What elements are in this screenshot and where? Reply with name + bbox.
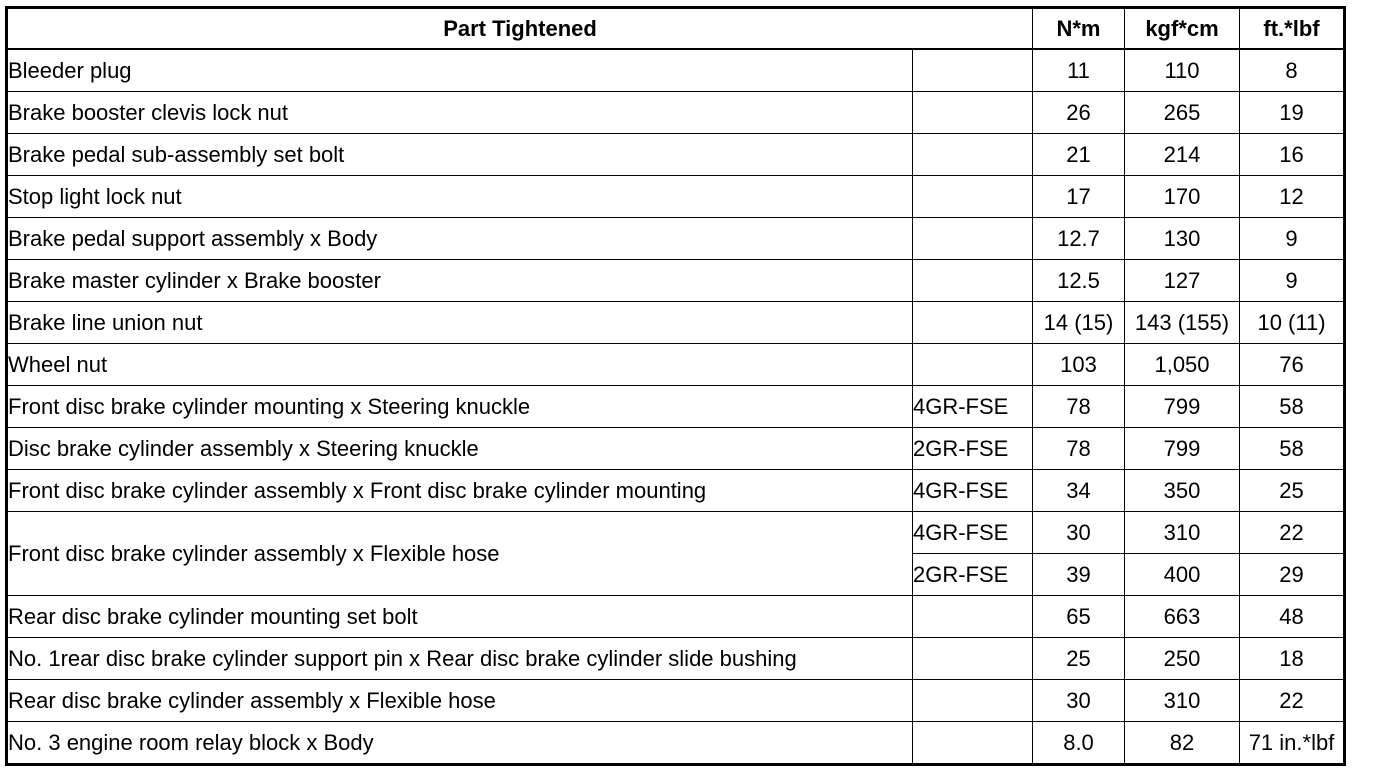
header-row [7,8,1345,50]
torque-kgf-cm: 130 [1125,218,1240,260]
torque-nm: 8.0 [1033,722,1125,765]
torque-nm: 12.7 [1033,218,1125,260]
torque-kgf-cm: 663 [1125,596,1240,638]
table-row [7,302,1345,344]
torque-kgf-cm: 799 [1125,386,1240,428]
torque-ft-lbf: 8 [1240,49,1345,92]
engine-code: 4GR-FSE [913,386,1033,428]
torque-nm: 34 [1033,470,1125,512]
engine-code [913,49,1033,92]
engine-code: 4GR-FSE [913,512,1033,554]
part-name: Rear disc brake cylinder mounting set bolt [7,596,913,638]
part-name: No. 1rear disc brake cylinder support pin x Rear disc brake cylinder slide bushing [7,638,913,680]
table-row [7,596,1345,638]
engine-code [913,596,1033,638]
torque-ft-lbf: 71 in.*lbf [1240,722,1345,765]
header-part-tightened: Part Tightened [7,8,1033,50]
part-name: Wheel nut [7,344,913,386]
part-name: Bleeder plug [7,49,913,92]
table-row [7,638,1345,680]
engine-code [913,134,1033,176]
part-name: Brake line union nut [7,302,913,344]
torque-kgf-cm: 310 [1125,512,1240,554]
table-row [7,722,1345,765]
torque-kgf-cm: 265 [1125,92,1240,134]
engine-code [913,638,1033,680]
torque-ft-lbf: 58 [1240,428,1345,470]
torque-nm: 12.5 [1033,260,1125,302]
torque-nm: 78 [1033,386,1125,428]
torque-ft-lbf: 18 [1240,638,1345,680]
part-name: Brake pedal sub-assembly set bolt [7,134,913,176]
torque-kgf-cm: 350 [1125,470,1240,512]
torque-nm: 78 [1033,428,1125,470]
torque-nm: 11 [1033,49,1125,92]
part-name: Brake booster clevis lock nut [7,92,913,134]
torque-kgf-cm: 214 [1125,134,1240,176]
header-ft-lbf: ft.*lbf [1240,8,1345,50]
table-row [7,428,1345,470]
torque-ft-lbf: 9 [1240,260,1345,302]
engine-code [913,344,1033,386]
engine-code: 2GR-FSE [913,554,1033,596]
torque-nm: 30 [1033,512,1125,554]
part-name: Brake pedal support assembly x Body [7,218,913,260]
torque-kgf-cm: 143 (155) [1125,302,1240,344]
torque-nm: 25 [1033,638,1125,680]
torque-ft-lbf: 19 [1240,92,1345,134]
torque-ft-lbf: 25 [1240,470,1345,512]
table-row [7,260,1345,302]
engine-code [913,176,1033,218]
table-row [7,680,1345,722]
engine-code [913,218,1033,260]
part-name: Stop light lock nut [7,176,913,218]
engine-code: 4GR-FSE [913,470,1033,512]
torque-nm: 14 (15) [1033,302,1125,344]
torque-nm: 65 [1033,596,1125,638]
torque-ft-lbf: 16 [1240,134,1345,176]
torque-nm: 17 [1033,176,1125,218]
torque-kgf-cm: 310 [1125,680,1240,722]
torque-ft-lbf: 48 [1240,596,1345,638]
part-name: No. 3 engine room relay block x Body [7,722,913,765]
torque-nm: 39 [1033,554,1125,596]
torque-kgf-cm: 250 [1125,638,1240,680]
table-row [7,344,1345,386]
table-row [7,512,1345,554]
engine-code: 2GR-FSE [913,428,1033,470]
table-row [7,176,1345,218]
engine-code [913,302,1033,344]
torque-ft-lbf: 9 [1240,218,1345,260]
torque-nm: 21 [1033,134,1125,176]
torque-kgf-cm: 400 [1125,554,1240,596]
part-name: Rear disc brake cylinder assembly x Flexible hose [7,680,913,722]
torque-spec-table [5,6,1346,766]
table-row [7,470,1345,512]
torque-ft-lbf: 58 [1240,386,1345,428]
torque-ft-lbf: 10 (11) [1240,302,1345,344]
table-row [7,386,1345,428]
engine-code [913,722,1033,765]
table-row [7,49,1345,92]
engine-code [913,92,1033,134]
torque-nm: 30 [1033,680,1125,722]
part-name: Front disc brake cylinder mounting x Steering knuckle [7,386,913,428]
engine-code [913,260,1033,302]
table-row [7,92,1345,134]
torque-kgf-cm: 799 [1125,428,1240,470]
header-kgf-cm: kgf*cm [1125,8,1240,50]
engine-code [913,680,1033,722]
part-name: Front disc brake cylinder assembly x Front disc brake cylinder mounting [7,470,913,512]
torque-ft-lbf: 29 [1240,554,1345,596]
torque-ft-lbf: 22 [1240,512,1345,554]
torque-nm: 26 [1033,92,1125,134]
torque-kgf-cm: 1,050 [1125,344,1240,386]
torque-kgf-cm: 170 [1125,176,1240,218]
part-name: Disc brake cylinder assembly x Steering knuckle [7,428,913,470]
torque-kgf-cm: 82 [1125,722,1240,765]
torque-ft-lbf: 22 [1240,680,1345,722]
table-row [7,134,1345,176]
torque-ft-lbf: 76 [1240,344,1345,386]
part-name: Brake master cylinder x Brake booster [7,260,913,302]
torque-kgf-cm: 127 [1125,260,1240,302]
part-name: Front disc brake cylinder assembly x Flexible hose [7,512,913,596]
header-nm: N*m [1033,8,1125,50]
table-row [7,218,1345,260]
torque-nm: 103 [1033,344,1125,386]
torque-kgf-cm: 110 [1125,49,1240,92]
torque-ft-lbf: 12 [1240,176,1345,218]
